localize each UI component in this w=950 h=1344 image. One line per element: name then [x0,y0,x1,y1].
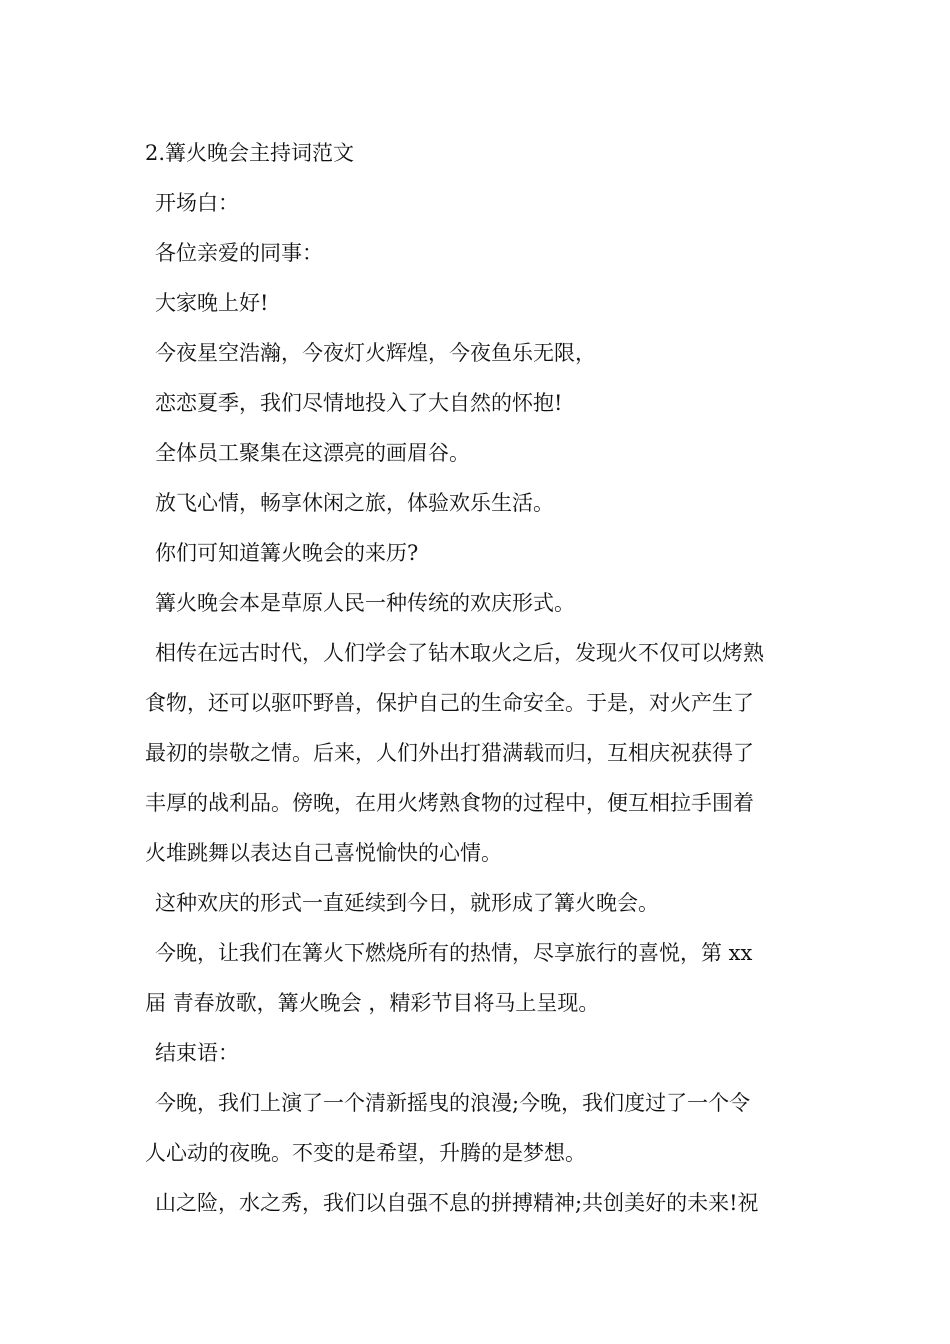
paragraph-line: 相传在远古时代，人们学会了钻木取火之后，发现火不仅可以烤熟 [155,641,764,665]
paragraph-line: 放飞心情，畅享休闲之旅，体验欢乐生活。 [155,491,554,515]
paragraph-line: 人心动的夜晚。不变的是希望，升腾的是梦想。 [145,1141,586,1165]
document-title: 2.篝火晚会主持词范文 [145,141,355,165]
paragraph-line: 今晚，我们上演了一个清新摇曳的浪漫;今晚，我们度过了一个令 [155,1091,751,1115]
paragraph-line: 你们可知道篝火晚会的来历? [155,541,419,565]
document-body [145,128,810,1228]
paragraph-line: 山之险，水之秀，我们以自强不息的拼搏精神;共创美好的未来!祝 [155,1191,759,1215]
paragraph-line: 全体员工聚集在这漂亮的画眉谷。 [155,441,470,465]
paragraph-line: 最初的崇敬之情。后来，人们外出打猎满载而归，互相庆祝获得了 [145,741,754,765]
heading-opening: 开场白： [155,191,239,215]
heading-closing: 结束语： [155,1041,239,1065]
paragraph-line: 今晚，让我们在篝火下燃烧所有的热情，尽享旅行的喜悦，第 xx [155,941,753,965]
paragraph-line: 篝火晚会本是草原人民一种传统的欢庆形式。 [155,591,575,615]
paragraph-line: 大家晚上好! [155,291,269,315]
paragraph-line: 丰厚的战利品。傍晚，在用火烤熟食物的过程中，便互相拉手围着 [145,791,754,815]
paragraph-line: 这种欢庆的形式一直延续到今日，就形成了篝火晚会。 [155,891,659,915]
paragraph-line: 届 青春放歌，篝火晚会 ，精彩节目将马上呈现。 [145,991,600,1015]
paragraph-line: 恋恋夏季，我们尽情地投入了大自然的怀抱! [155,391,563,415]
paragraph-line: 今夜星空浩瀚，今夜灯火辉煌，今夜鱼乐无限， [155,341,596,365]
paragraph-line: 各位亲爱的同事： [155,241,323,265]
paragraph-line: 火堆跳舞以表达自己喜悦愉快的心情。 [145,841,502,865]
paragraph-line: 食物，还可以驱吓野兽，保护自己的生命安全。于是，对火产生了 [145,691,754,715]
